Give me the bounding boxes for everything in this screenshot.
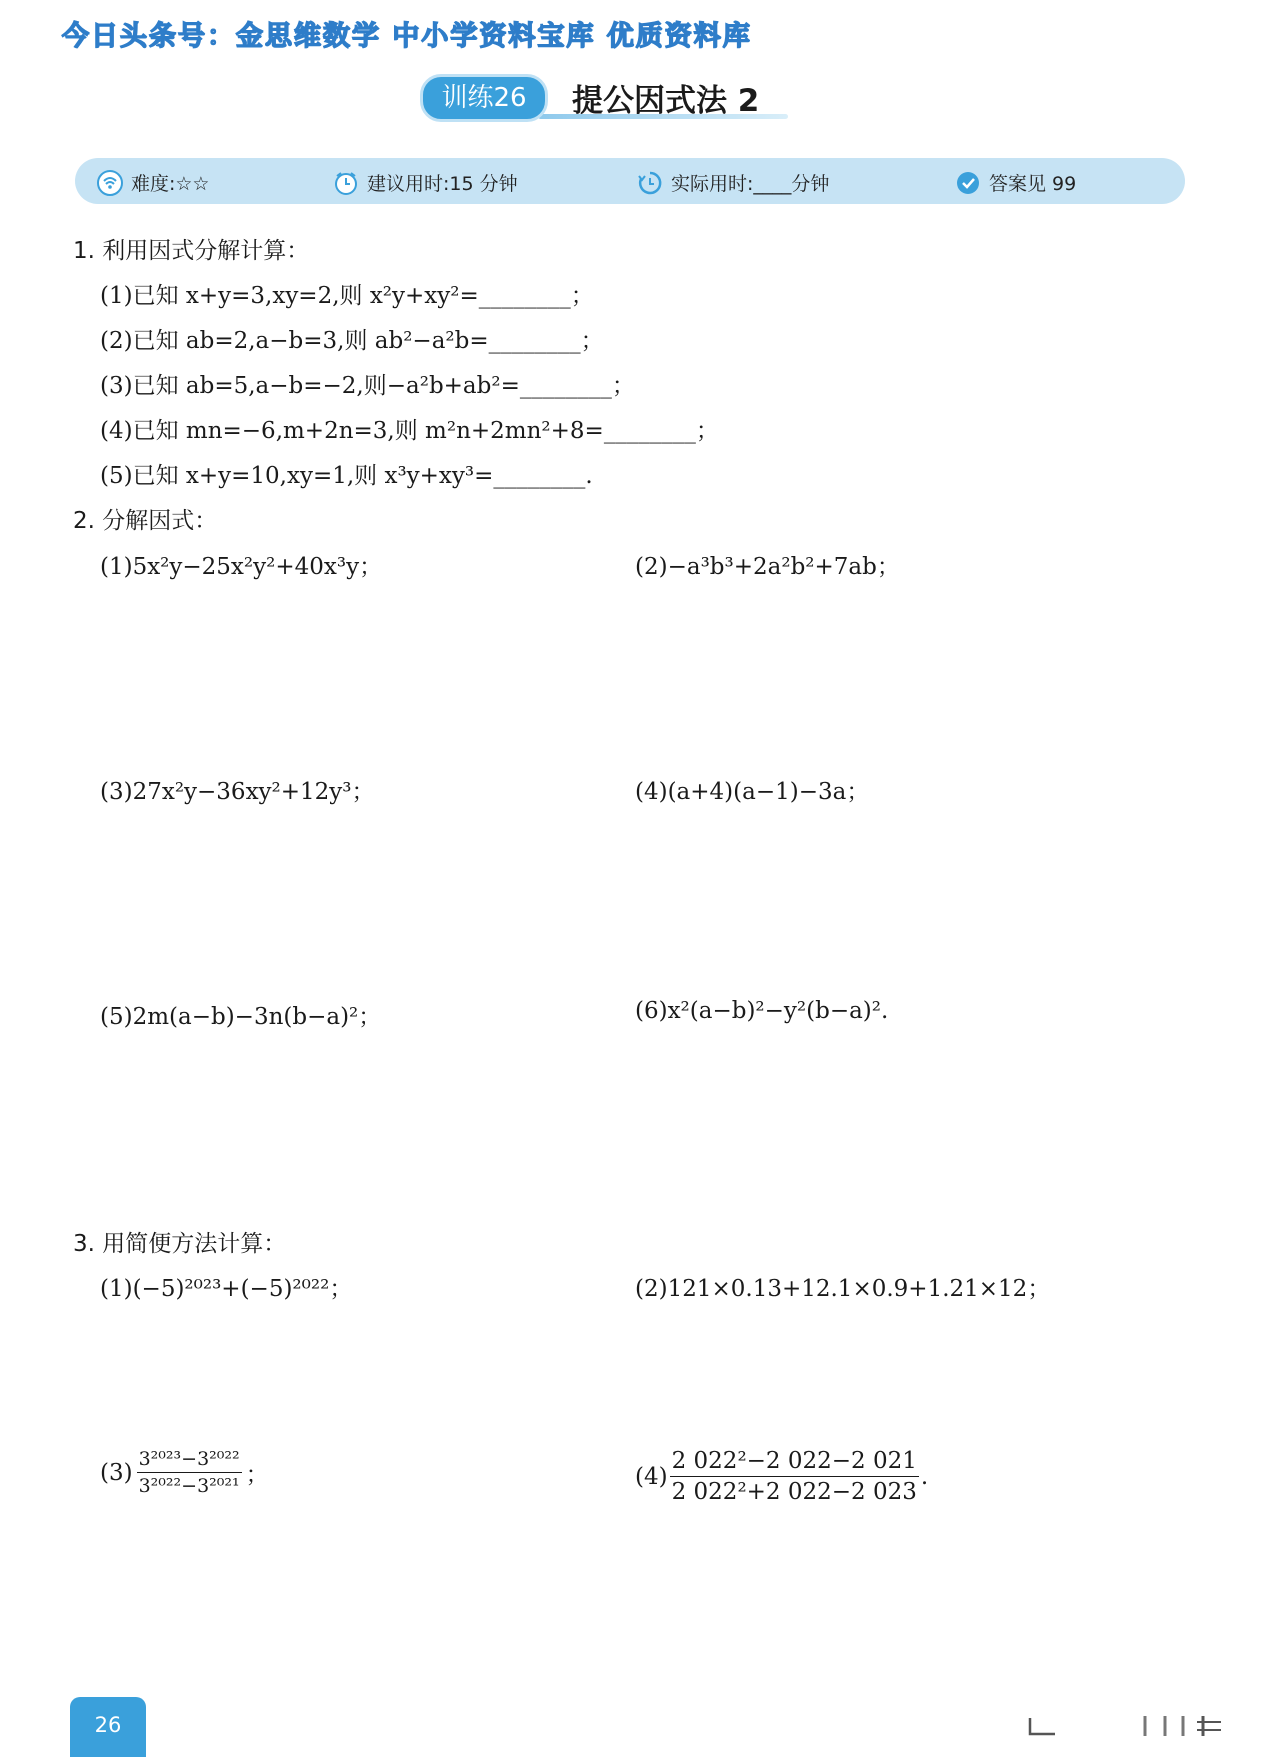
item4-fraction [670, 1448, 919, 1505]
section2-item-5: (5)2m(a−b)−3n(b−a)²； [100, 1004, 382, 1030]
item4-numerator: 2 022²−2 022−2 021 [670, 1448, 919, 1477]
section2-item-2: (2)−a³b³+2a²b²+7ab； [635, 554, 900, 580]
section3-item-3 [100, 1448, 269, 1497]
difficulty-item [97, 169, 209, 196]
check-circle-icon [955, 170, 981, 196]
section2-item-4: (4)(a+4)(a−1)−3a； [635, 779, 870, 805]
page-number: 26 [70, 1697, 146, 1757]
section1-item-4: (4)已知 mn=−6,m+2n=3,则 m²n+2mn²+8=________； [100, 418, 719, 444]
item3-suffix: ； [245, 1462, 269, 1488]
section2-item-1: (1)5x²y−25x²y²+40x³y； [100, 554, 383, 580]
section3-item-2: (2)121×0.13+12.1×0.9+1.21×12； [635, 1276, 1051, 1302]
item3-prefix: (3) [100, 1459, 133, 1486]
watermark-text: 今日头条号：金思维数学 中小学资料宝库 优质资料库 [62, 21, 752, 52]
suggested-time-item [333, 169, 518, 196]
section1-heading: 1. 利用因式分解计算： [73, 238, 310, 264]
suggested-time-label: 建议用时:15 分钟 [367, 173, 518, 195]
timer-icon [637, 170, 663, 196]
info-bar [75, 158, 1185, 204]
item4-denominator: 2 022²+2 022−2 023 [671, 1479, 917, 1505]
answer-item [955, 169, 1076, 196]
corner-decoration-icon [1025, 1712, 1225, 1742]
section3-heading: 3. 用简便方法计算： [73, 1231, 287, 1257]
actual-time-label: 实际用时:____分钟 [671, 173, 830, 195]
item3-numerator: 3²⁰²³−3²⁰²² [137, 1448, 242, 1473]
section2-item-6: (6)x²(a−b)²−y²(b−a)². [635, 998, 889, 1024]
item4-suffix: . [920, 1463, 929, 1490]
alarm-clock-icon [333, 170, 359, 196]
item4-prefix: (4) [635, 1463, 668, 1490]
section1-item-1: (1)已知 x+y=3,xy=2,则 x²y+xy²=________； [100, 283, 594, 309]
section2-item-3: (3)27x²y−36xy²+12y³； [100, 779, 375, 805]
section3-item-4 [635, 1448, 928, 1505]
section1-item-3: (3)已知 ab=5,a−b=−2,则−a²b+ab²=________； [100, 373, 635, 399]
difficulty-label: 难度:☆☆ [131, 173, 210, 195]
actual-time-item [637, 169, 829, 196]
item3-fraction [137, 1448, 242, 1497]
page-title: 提公因式法 2 [572, 83, 760, 119]
item3-denominator: 3²⁰²²−3²⁰²¹ [138, 1475, 240, 1497]
training-badge: 训练26 [420, 74, 548, 122]
section3-item-1: (1)(−5)²⁰²³+(−5)²⁰²²； [100, 1276, 353, 1302]
answer-label: 答案见 99 [989, 173, 1077, 195]
section1-item-5: (5)已知 x+y=10,xy=1,则 x³y+xy³=________. [100, 463, 593, 489]
section1-item-2: (2)已知 ab=2,a−b=3,则 ab²−a²b=________； [100, 328, 604, 354]
signal-icon [97, 170, 123, 196]
section2-heading: 2. 分解因式： [73, 508, 218, 534]
